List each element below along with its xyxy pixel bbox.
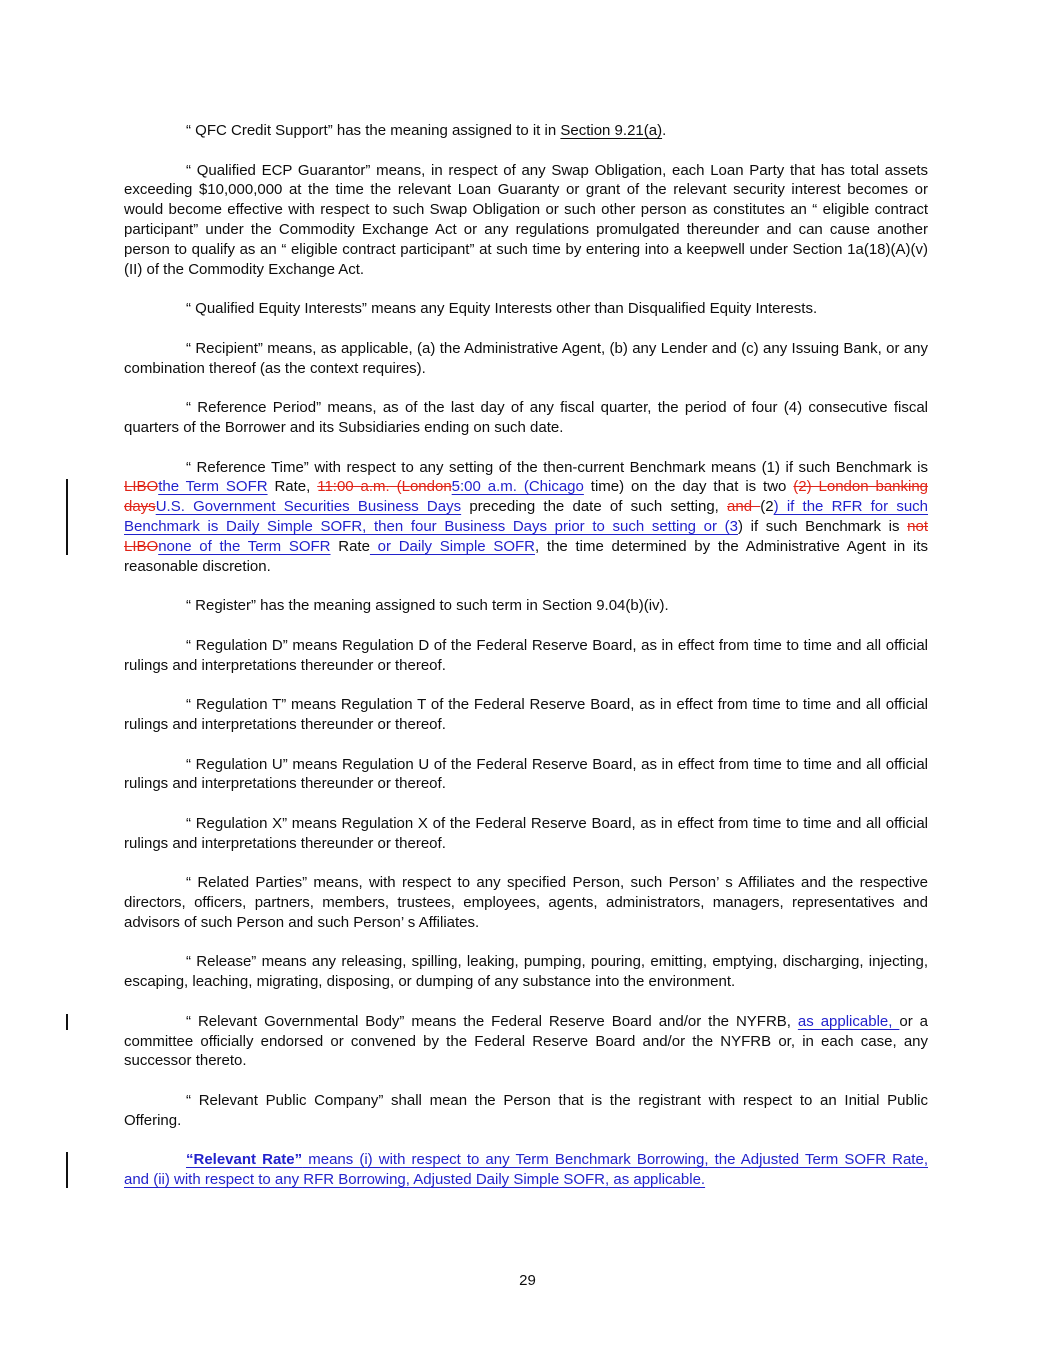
page-number: 29 [519, 1272, 536, 1289]
text-run: . [662, 122, 667, 139]
text-run: Rate, [267, 478, 318, 496]
inserted-text: none of the Term SOFR [158, 537, 331, 555]
paragraph-reference-period [124, 398, 928, 438]
text-run: or a committee officially endorsed or convened by the Federal Reserve Board and/or the NYFRB or, in each case, any successor thereto. [124, 1012, 928, 1070]
inserted-text: ) if the RFR for such Benchmark is Daily Simple SOFR, then four Business Days prior to such setting or (3 [124, 498, 929, 535]
paragraph-qualified-ecp-guarantor [124, 161, 928, 280]
text-run: “ Related Parties” means, with respect to any specified Person, such Person’ s Affiliates and the respective directors, officers, partners, members, trustees, employees, agents, administrators, managers, representatives and advisors of such Person and such Person’ s Affiliates. [124, 874, 928, 931]
inserted-text: the Term SOFR [158, 478, 268, 496]
paragraph-release [124, 952, 928, 992]
inserted-text: as applicable, [797, 1012, 900, 1030]
text-run: “ Qualified ECP Guarantor” means, in respect of any Swap Obligation, each Loan Party that has total assets exceeding $10,000,000 at the time the relevant Loan Guaranty or grant of the relevant security interest becomes or would become effective with respect to such Swap Obligation or such other person as constitutes an “ eligible contract participant” under the Commodity Exchange Act or any regulations promulgated thereunder and can cause another person to qualify as an “ eligible contract participant” at such time by entering into a keepwell under Section 1a(18)(A)(v)(II) of the Commodity Exchange Act. [124, 161, 928, 278]
deleted-text: not LIBO [124, 517, 928, 555]
text-run: , the time determined by the Administrative Agent in its reasonable discretion. [124, 537, 928, 575]
paragraph-relevant-public-company [124, 1091, 928, 1131]
text-run: “ QFC Credit Support” has the meaning assigned to it in [186, 122, 561, 139]
paragraph-qfc-credit-support [124, 121, 928, 141]
text-run: “ Regulation X” means Regulation X of the Federal Reserve Board, as in effect from time to time and all official rulings and interpretations thereunder or thereof. [124, 814, 928, 852]
change-bar [66, 1014, 68, 1030]
document-body [124, 121, 928, 1210]
text-run: “ Register” has the meaning assigned to such term in Section 9.04(b)(iv). [186, 597, 669, 615]
paragraph-regulation-x [124, 814, 928, 854]
text-run: (2 [760, 498, 774, 516]
text-run: preceding the date of such setting, [461, 498, 728, 516]
text-run: “ Reference Period” means, as of the last day of any fiscal quarter, the period of four (4) consecutive fiscal quarters of the Borrower and its Subsidiaries ending on such date. [124, 399, 928, 436]
deleted-text: (2) London banking days [124, 478, 929, 516]
text-run: “ Regulation T” means Regulation T of the Federal Reserve Board, as in effect from time to time and all official rulings and interpretations thereunder or thereof. [124, 696, 928, 733]
text-run: “ Relevant Governmental Body” means the Federal Reserve Board and/or the NYFRB, [186, 1012, 798, 1030]
text-run: “ Release” means any releasing, spilling, leaking, pumping, pouring, emitting, emptying, discharging, injecting, escaping, leaching, migrating, disposing, or dumping of any substance into the environment. [124, 953, 928, 991]
change-bar [66, 1152, 68, 1188]
paragraph-relevant-governmental-body [124, 1012, 928, 1071]
text-run: Rate [330, 537, 370, 555]
paragraph-reference-time [124, 458, 928, 577]
change-bar [66, 479, 68, 554]
inserted-term-bold: “Relevant Rate” [186, 1151, 303, 1169]
inserted-text: or Daily Simple SOFR [369, 537, 536, 555]
inserted-text: U.S. Government Securities Business Days [155, 498, 462, 516]
text-run: “ Regulation U” means Regulation U of the Federal Reserve Board, as in effect from time to time and all official rulings and interpretations thereunder or thereof. [124, 755, 928, 793]
text-run: “ Reference Time” with respect to any setting of the then-current Benchmark means (1) if such Benchmark is [186, 458, 928, 476]
deleted-text: LIBO [124, 478, 159, 496]
paragraph-regulation-u [124, 755, 928, 795]
text-run: ) if such Benchmark is [738, 517, 908, 535]
paragraph-relevant-rate [124, 1150, 928, 1190]
paragraph-regulation-t [124, 695, 928, 735]
text-run: time) on the day that is two [583, 478, 794, 496]
text-run: “ Recipient” means, as applicable, (a) the Administrative Agent, (b) any Lender and (c) any Issuing Bank, or any combination thereof (as the context requires). [124, 339, 928, 377]
paragraph-qualified-equity-interests [124, 299, 928, 319]
inserted-text: means (i) with respect to any Term Benchmark Borrowing, the Adjusted Term SOFR Rate, and (ii) with respect to any RFR Borrowing, Adjusted Daily Simple SOFR, as applicable. [124, 1151, 928, 1189]
deleted-text: 11:00 a.m. (London [317, 478, 452, 496]
section-reference: Section 9.21(a) [560, 122, 663, 139]
paragraph-related-parties [124, 873, 928, 932]
paragraph-recipient [124, 339, 928, 379]
paragraph-register [124, 596, 928, 616]
text-run: “ Qualified Equity Interests” means any Equity Interests other than Disqualified Equity Interests. [186, 300, 818, 318]
deleted-text: and [727, 498, 761, 516]
inserted-text: 5:00 a.m. (Chicago [451, 478, 584, 496]
paragraph-regulation-d [124, 636, 928, 676]
text-run: “ Relevant Public Company” shall mean the Person that is the registrant with respect to an Initial Public Offering. [124, 1092, 928, 1129]
text-run: “ Regulation D” means Regulation D of the Federal Reserve Board, as in effect from time to time and all official rulings and interpretations thereunder or thereof. [124, 636, 928, 674]
